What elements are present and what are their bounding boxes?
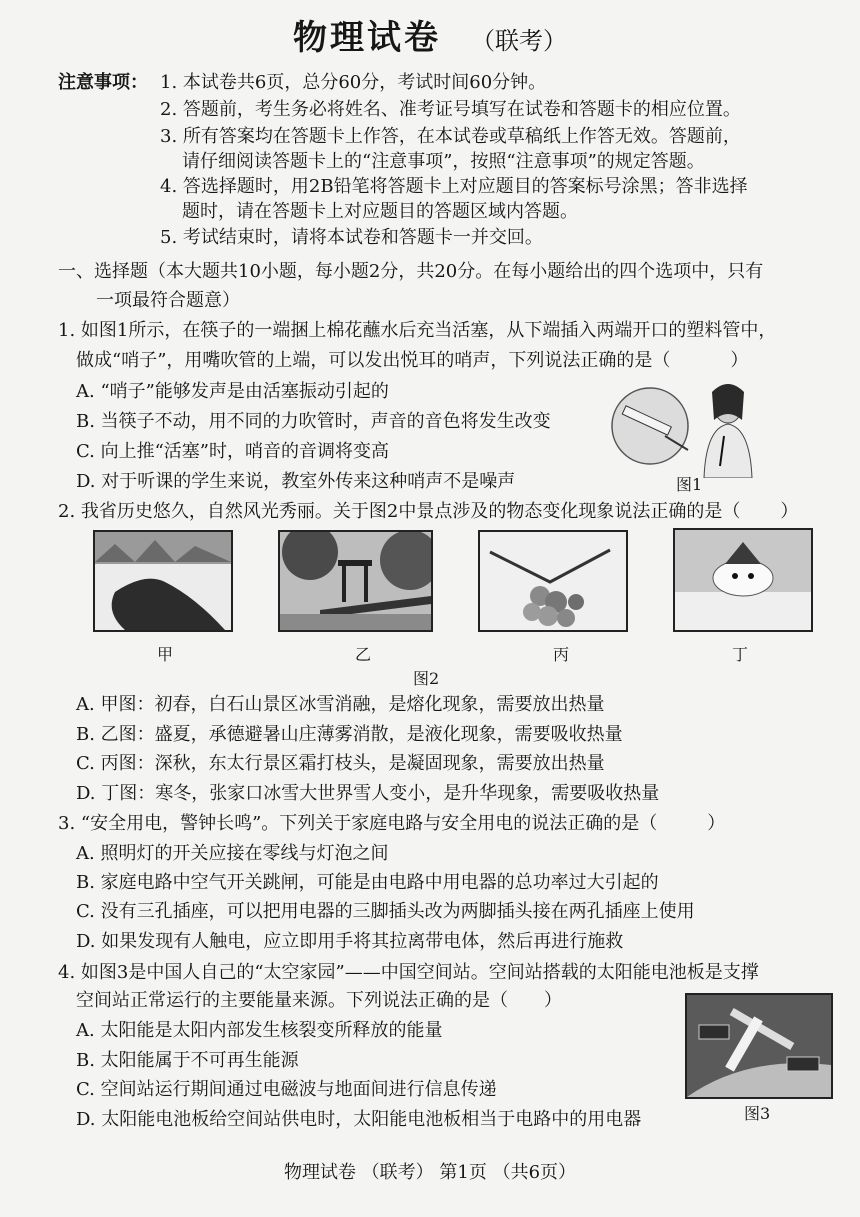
figure-3-caption: 图3 <box>744 1104 771 1123</box>
notice-item-3: 3. 所有答案均在答题卡上作答，在本试卷或草稿纸上作答无效。答题前， <box>160 126 741 147</box>
photo-yi <box>278 530 433 632</box>
q1-option-d: D. 对于听课的学生来说，教室外传来这种哨声不是噪声 <box>76 471 516 492</box>
q2-option-d: D. 丁图：寒冬，张家口冰雪大世界雪人变小，是升华现象，需要吸收热量 <box>76 783 660 804</box>
q1-close-paren: ） <box>730 350 749 371</box>
q1-stem-cont <box>76 348 748 374</box>
notices-label: 注意事项： <box>58 72 148 93</box>
figure-3-image <box>685 993 833 1099</box>
photo-label-bing: 丙 <box>553 645 570 664</box>
q4-option-d: D. 太阳能电池板给空间站供电时，太阳能电池板相当于电路中的用电器 <box>76 1109 642 1130</box>
q4-option-c: C. 空间站运行期间通过电磁波与地面间进行信息传递 <box>76 1079 497 1100</box>
q3-option-c: C. 没有三孔插座，可以把用电器的三脚插头改为两脚插头接在两孔插座上使用 <box>76 901 695 922</box>
q2-stem-text: 2. 我省历史悠久，自然风光秀丽。关于图2中景点涉及的物态变化现象说法正确的是（ <box>58 501 741 522</box>
notice-item-4-cont: 题时，请在答题卡上对应题目的答题区域内答题。 <box>182 201 578 222</box>
q2-option-b: B. 乙图：盛夏，承德避暑山庄薄雾消散，是液化现象，需要吸收热量 <box>76 724 623 745</box>
q2-stem <box>58 499 798 525</box>
exam-subtitle: （联考） <box>471 27 567 55</box>
q4-option-b: B. 太阳能属于不可再生能源 <box>76 1050 299 1071</box>
q2-option-c: C. 丙图：深秋，东太行景区霜打枝头，是凝固现象，需要放出热量 <box>76 753 605 774</box>
q1-stem-text: 做成“哨子”，用嘴吹管的上端，可以发出悦耳的哨声，下列说法正确的是（ <box>76 350 671 371</box>
q3-option-b: B. 家庭电路中空气开关跳闸，可能是由电路中用电器的总功率过大引起的 <box>76 872 659 893</box>
photo-bing <box>478 530 628 632</box>
q4-close-paren: ） <box>544 990 562 1011</box>
photo-label-jia: 甲 <box>157 645 174 664</box>
q1-option-a: A. “哨子”能够发声是由活塞振动引起的 <box>76 381 389 402</box>
photo-label-yi: 乙 <box>355 645 372 664</box>
notice-item-5: 5. 考试结束时，请将本试卷和答题卡一并交回。 <box>160 227 543 248</box>
section-heading: 一、选择题（本大题共10小题，每小题2分，共20分。在每小题给出的四个选项中，只有 <box>58 261 764 282</box>
notice-item-4: 4. 答选择题时，用2B铅笔将答题卡上对应题目的答案标号涂黑；答非选择 <box>160 176 748 197</box>
q4-stem-text: 空间站正常运行的主要能量来源。下列说法正确的是（ <box>76 990 508 1011</box>
figure-1-caption: 图1 <box>676 475 703 494</box>
q3-option-d: D. 如果发现有人触电，应立即用手将其拉离带电体，然后再进行施救 <box>76 931 624 952</box>
photo-jia <box>93 530 233 632</box>
q4-stem: 4. 如图3是中国人自己的“太空家园”——中国空间站。空间站搭载的太阳能电池板是支撑 <box>58 962 759 983</box>
notice-item-1: 1. 本试卷共6页，总分60分，考试时间60分钟。 <box>160 72 547 93</box>
q3-stem-text: 3. “安全用电，警钟长鸣”。下列关于家庭电路与安全用电的说法正确的是（ <box>58 813 658 834</box>
notice-item-3-cont: 请仔细阅读答题卡上的“注意事项”，按照“注意事项”的规定答题。 <box>182 151 705 172</box>
photo-ding <box>673 528 813 632</box>
q4-option-a: A. 太阳能是太阳内部发生核裂变所释放的能量 <box>76 1020 443 1041</box>
q2-option-a: A. 甲图：初春，白石山景区冰雪消融，是熔化现象，需要放出热量 <box>76 694 605 715</box>
section-heading-cont: 一项最符合题意） <box>96 290 240 311</box>
q1-option-c: C. 向上推“活塞”时，哨音的音调将变高 <box>76 441 389 462</box>
q3-stem <box>58 811 725 837</box>
q1-option-b: B. 当筷子不动，用不同的力吹管时，声音的音色将发生改变 <box>76 411 551 432</box>
figure-2-caption: 图2 <box>413 669 440 688</box>
figure-1-image <box>600 378 770 478</box>
q1-stem: 1. 如图1所示，在筷子的一端捆上棉花蘸水后充当活塞，从下端插入两端开口的塑料管中， <box>58 320 777 341</box>
q2-close-paren: ） <box>780 501 799 522</box>
q3-close-paren: ） <box>707 813 726 834</box>
q4-stem-cont <box>76 988 562 1014</box>
page-title <box>0 10 860 59</box>
photo-label-ding: 丁 <box>732 645 749 664</box>
exam-title: 物理试卷 <box>293 18 441 58</box>
q3-option-a: A. 照明灯的开关应接在零线与灯泡之间 <box>76 843 389 864</box>
notice-item-2: 2. 答题前，考生务必将姓名、准考证号填写在试卷和答题卡的相应位置。 <box>160 99 741 120</box>
page-footer: 物理试卷 （联考） 第1页 （共6页） <box>283 1162 577 1183</box>
